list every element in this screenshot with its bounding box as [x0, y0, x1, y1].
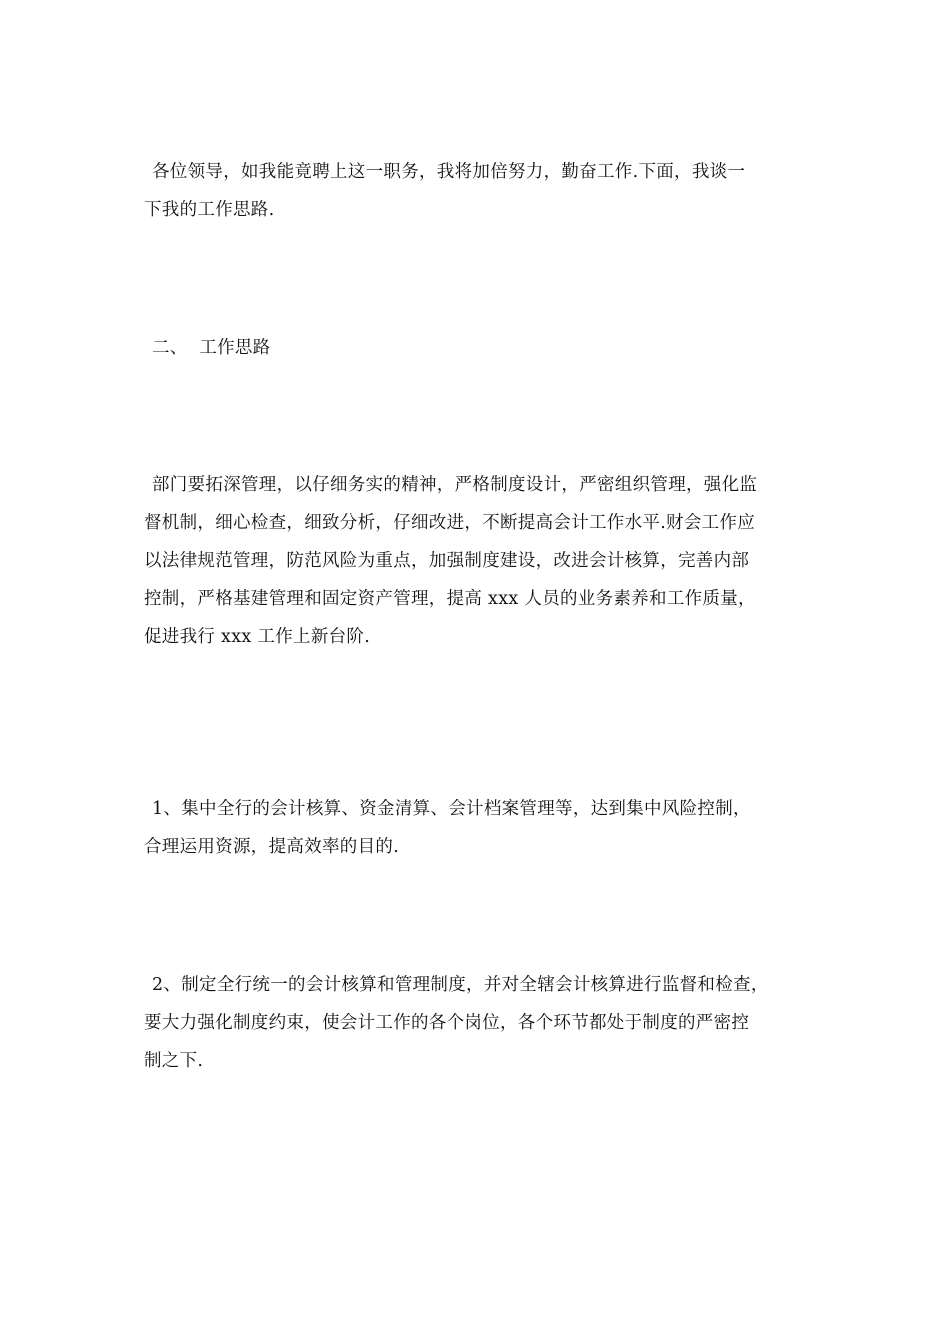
paragraph-intro: [144, 153, 804, 229]
text-line: 制之下.: [144, 1051, 204, 1071]
section-heading: [144, 329, 804, 367]
text-line: 要大力强化制度约束，使会计工作的各个岗位，各个环节都处于制度的严密控: [144, 1013, 750, 1033]
text-line: 控制，严格基建管理和固定资产管理，提高 xxx 人员的业务素养和工作质量，: [144, 589, 756, 609]
text-line: 督机制，细心检查，细致分析，仔细改进，不断提高会计工作水平.财会工作应: [144, 513, 756, 533]
list-item-2: [144, 966, 804, 1080]
list-item-1: [144, 790, 804, 866]
text-line: 1、集中全行的会计核算、资金清算、会计档案管理等，达到集中风险控制，: [152, 799, 751, 819]
paragraph-body: [144, 466, 804, 656]
text-line: 各位领导，如我能竟聘上这一职务，我将加倍努力，勤奋工作.下面，我谈一: [152, 162, 746, 182]
text-line: 部门要拓深管理，以仔细务实的精神，严格制度设计，严密组织管理，强化监: [152, 475, 758, 495]
text-line: 2、制定全行统一的会计核算和管理制度，并对全辖会计核算进行监督和检查，: [152, 975, 769, 995]
text-line: 促进我行 xxx 工作上新台阶.: [144, 627, 371, 647]
text-line: 合理运用资源，提高效率的目的.: [144, 837, 400, 857]
text-line: 以法律规范管理，防范风险为重点，加强制度建设，改进会计核算，完善内部: [144, 551, 750, 571]
text-line: 下我的工作思路.: [144, 200, 275, 220]
section-heading-text: 二、 工作思路: [152, 338, 271, 358]
